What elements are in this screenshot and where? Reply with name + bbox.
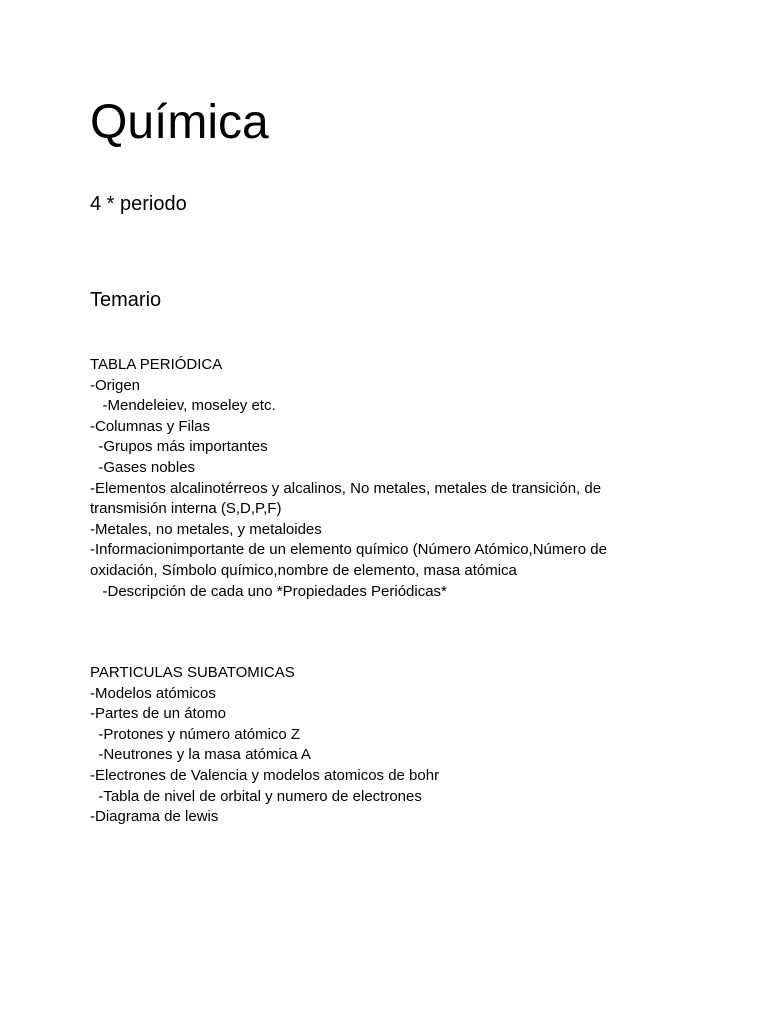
list-subitem: -Tabla de nivel de orbital y numero de electrones [90, 787, 422, 805]
list-item: -Origen [90, 376, 141, 394]
section-tabla-periodica [90, 355, 630, 602]
list-item: -Metales, no metales, y metaloides [90, 520, 322, 538]
document-title: Química [90, 96, 269, 149]
section-heading-temario: Temario [90, 289, 162, 311]
document-subtitle: 4 * periodo [90, 193, 187, 215]
list-item: -Elementos alcalinotérreos y alcalinos, No metales, metales de transición, de transmisión interna (S,D,P,F) [90, 479, 606, 518]
list-item: -Columnas y Filas [90, 417, 211, 435]
section-title: PARTICULAS SUBATOMICAS [90, 664, 295, 681]
list-item: -Partes de un átomo [90, 705, 226, 723]
list-item: -Modelos atómicos [90, 684, 216, 702]
list-item: -Electrones de Valencia y modelos atomicos de bohr [90, 766, 440, 784]
list-subitem: -Mendeleiev, moseley etc. [90, 397, 276, 415]
list-subitem: -Gases nobles [90, 458, 196, 476]
list-subitem: -Protones y número atómico Z [90, 725, 301, 743]
section-title: TABLA PERIÓDICA [90, 356, 223, 373]
list-item: -Diagrama de lewis [90, 808, 219, 826]
list-subitem: -Grupos más importantes [90, 438, 268, 456]
list-subitem: -Descripción de cada uno *Propiedades Periódicas* [90, 582, 447, 600]
list-item: -Informacionimportante de un elemento químico (Número Atómico,Número de oxidación, Símbolo químico,nombre de elemento, masa atómica [90, 541, 612, 579]
list-subitem: -Neutrones y la masa atómica A [90, 746, 311, 764]
section-particulas-subatomicas [90, 663, 630, 828]
